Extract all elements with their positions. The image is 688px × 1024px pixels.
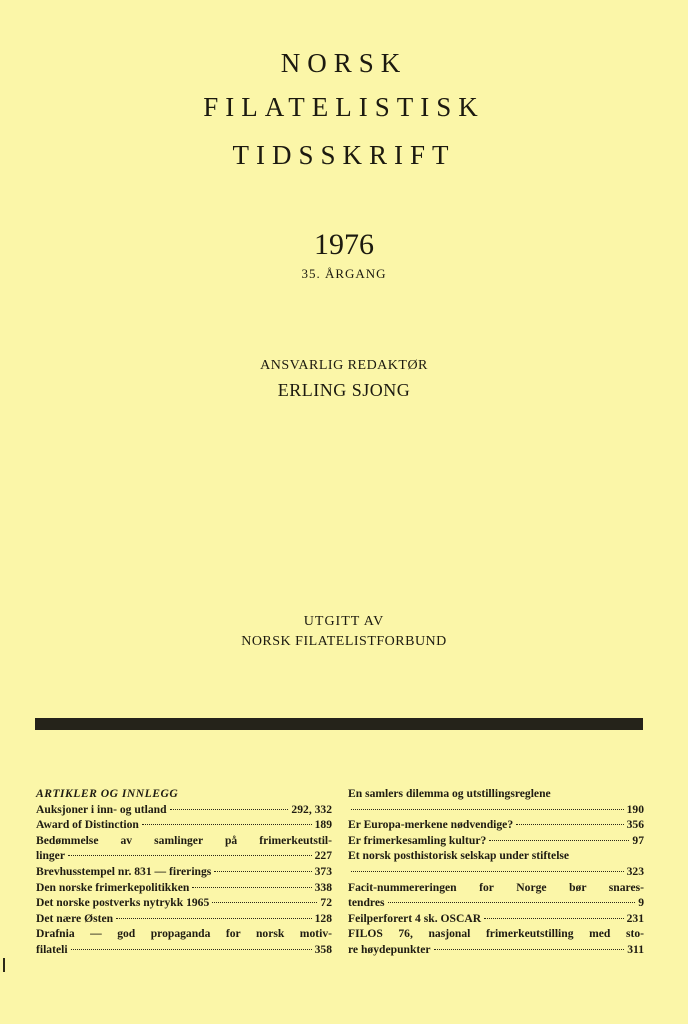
toc-entry-title: Brevhusstempel nr. 831 — firerings	[36, 864, 212, 878]
publisher-label: UTGITT AV	[303, 614, 385, 629]
toc-entry	[348, 833, 644, 849]
toc-entry-page: 338	[314, 880, 332, 894]
leader-dots	[170, 809, 289, 810]
toc-entry-page: 72	[320, 896, 332, 910]
toc-entry-page: 323	[626, 864, 644, 878]
toc-entry-page: 358	[314, 942, 332, 956]
leader-dots	[212, 902, 317, 903]
leader-dots	[351, 809, 624, 810]
journal-title-line-3: TIDSSKRIFT	[232, 140, 456, 170]
leader-dots	[434, 949, 625, 950]
toc-entry-title-line: Bedømmelse av samlinger på frimerkeutstil-	[36, 833, 332, 847]
toc-entry-title-line: FILOS 76, nasjonal frimerkeutstilling med sto-	[348, 927, 644, 941]
toc-entry	[36, 880, 332, 896]
toc-entry-title-line: Facit-nummereringen for Norge bør snares-	[348, 880, 644, 894]
journal-title-line-2: FILATELISTISK	[203, 92, 485, 122]
toc-entry	[348, 911, 644, 927]
journal-title-line-1: NORSK	[280, 48, 408, 78]
toc-entry-title: Er frimerkesamling kultur?	[348, 833, 487, 847]
toc-column-right	[348, 786, 644, 958]
toc-entry-page: 311	[627, 942, 644, 956]
toc-entry-title: Den norske frimerkepolitikken	[36, 880, 190, 894]
toc-entry-page: 189	[314, 818, 332, 832]
toc-entry	[348, 802, 644, 818]
toc-entry	[348, 942, 644, 958]
toc-entry	[348, 864, 644, 880]
volume: 35. ÅRGANG	[301, 266, 387, 281]
toc-entry-title: Auksjoner i inn- og utland	[36, 802, 167, 816]
toc-entry	[36, 848, 332, 864]
leader-dots	[489, 840, 629, 841]
margin-mark	[3, 958, 5, 972]
toc-entry-title: filateli	[36, 942, 68, 956]
toc-entry	[36, 802, 332, 818]
leader-dots	[116, 918, 312, 919]
toc-entry-title: Det norske postverks nytrykk 1965	[36, 896, 210, 910]
toc-entry-page: 231	[626, 911, 644, 925]
toc-entry-title: linger	[36, 849, 65, 863]
toc-entry-page: 292, 332	[291, 802, 332, 816]
divider-bar	[35, 718, 643, 730]
toc-entry-page: 373	[314, 864, 332, 878]
toc-heading: ARTIKLER OG INNLEGG	[36, 787, 179, 800]
toc-column-left	[36, 786, 332, 958]
toc-entry-title-line: Et norsk posthistorisk selskap under stiftelse	[348, 849, 570, 863]
toc-entry-page: 190	[626, 802, 644, 816]
toc-entry-page: 227	[314, 849, 332, 863]
toc-entry-title: Er Europa-merkene nødvendige?	[348, 818, 514, 832]
leader-dots	[516, 824, 623, 825]
editor-name: ERLING SJONG	[277, 380, 411, 400]
toc-entry-page: 128	[314, 911, 332, 925]
leader-dots	[388, 902, 636, 903]
leader-dots	[484, 918, 624, 919]
toc-entry-title: Feilperforert 4 sk. OSCAR	[348, 911, 482, 925]
leader-dots	[214, 871, 311, 872]
leader-dots	[142, 824, 312, 825]
leader-dots	[68, 855, 312, 856]
toc-entry	[36, 817, 332, 833]
toc-entry	[348, 817, 644, 833]
toc-entry-page: 356	[626, 818, 644, 832]
toc-entry	[36, 895, 332, 911]
leader-dots	[71, 949, 312, 950]
leader-dots	[192, 887, 311, 888]
toc-entry-title: re høydepunkter	[348, 942, 431, 956]
toc-entry-page: 97	[632, 833, 644, 847]
toc-entry-title: Det nære Østen	[36, 911, 114, 925]
toc-entry-title-line: Drafnia — god propaganda for norsk motiv-	[36, 927, 332, 941]
editor-label: ANSVARLIG REDAKTØR	[260, 358, 428, 373]
toc-entry	[348, 895, 644, 911]
leader-dots	[351, 871, 624, 872]
toc-entry-title-line: En samlers dilemma og utstillingsreglene	[348, 787, 551, 800]
toc-entry	[36, 942, 332, 958]
toc-entry-title: Award of Distinction	[36, 818, 139, 832]
toc-entry	[36, 911, 332, 927]
toc-entry-page: 9	[638, 896, 644, 910]
year: 1976	[314, 228, 374, 261]
publisher-name: NORSK FILATELISTFORBUND	[241, 634, 447, 649]
toc-entry	[36, 864, 332, 880]
toc-entry-title: tendres	[348, 896, 385, 910]
